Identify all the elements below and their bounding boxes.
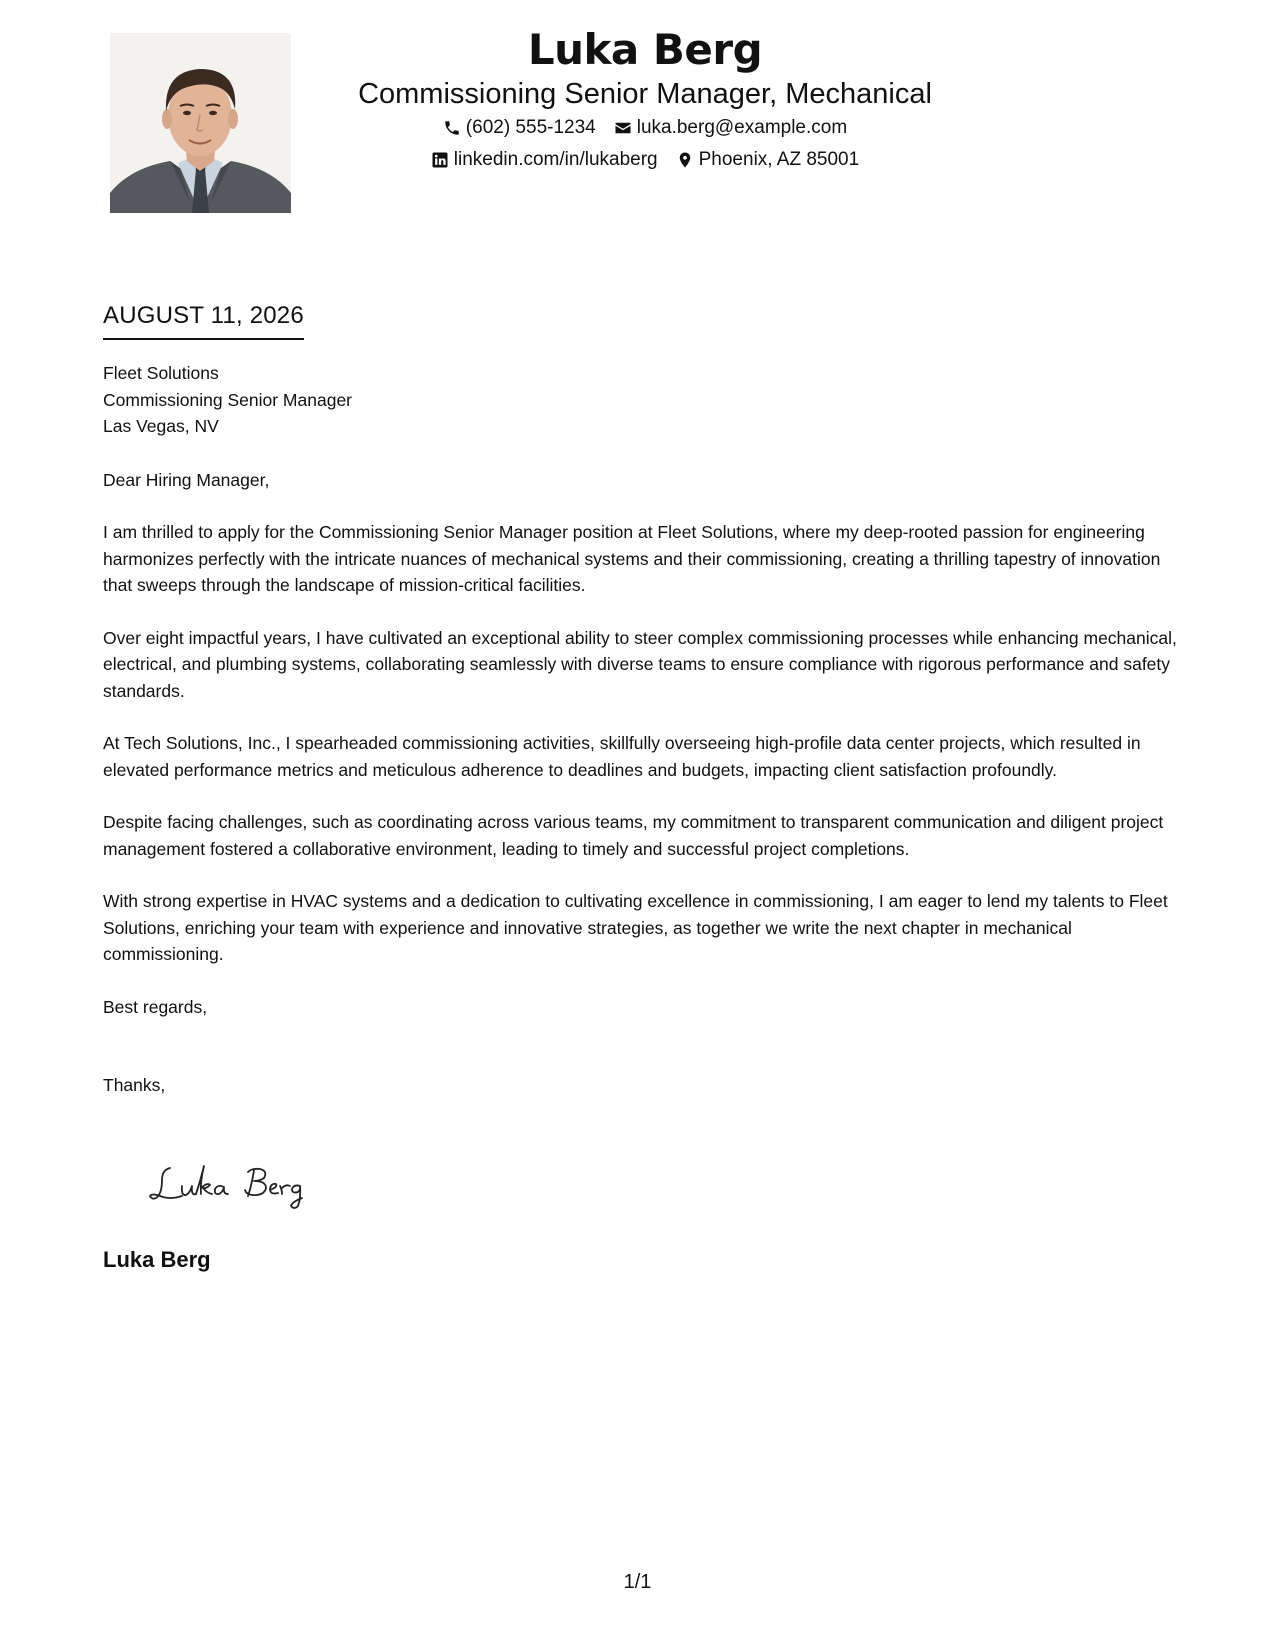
phone-icon bbox=[443, 119, 461, 137]
header bbox=[340, 24, 950, 176]
contact-line-1 bbox=[340, 112, 950, 144]
linkedin-text[interactable]: linkedin.com/in/lukaberg bbox=[453, 149, 658, 170]
email-contact[interactable] bbox=[614, 112, 847, 144]
page-number: 1/1 bbox=[623, 1571, 652, 1593]
recipient-block bbox=[103, 360, 1183, 440]
contact-line-2 bbox=[340, 144, 950, 176]
phone-text: (602) 555-1234 bbox=[465, 117, 596, 138]
paragraph: At Tech Solutions, Inc., I spearheaded commissioning activities, skillfully overseeing high-profile data center projects, which resulted in elevated performance metrics and meticulous adherence to deadlines and budgets, impacting client satisfaction profoundly. bbox=[103, 733, 1141, 780]
profile-photo bbox=[110, 33, 291, 213]
linkedin-icon bbox=[431, 151, 449, 169]
recipient-location: Las Vegas, NV bbox=[103, 416, 219, 436]
closing: Best regards, bbox=[103, 996, 208, 1017]
signer-name: Luka Berg bbox=[103, 1247, 211, 1272]
handwritten-signature bbox=[148, 1160, 338, 1210]
letter-body bbox=[103, 360, 1183, 1099]
map-pin-icon bbox=[676, 151, 694, 169]
email-text[interactable]: luka.berg@example.com bbox=[636, 117, 848, 138]
letter-date: AUGUST 11, 2026 bbox=[103, 300, 304, 340]
envelope-icon bbox=[614, 119, 632, 137]
paragraph: With strong expertise in HVAC systems and a dedication to cultivating excellence in commissioning, I am eager to lend my talents to Fleet Solutions, enriching your team with experience and innovative strategies, as together we write the next chapter in mechanical commissioning. bbox=[103, 891, 1168, 964]
recipient-position: Commissioning Senior Manager bbox=[103, 389, 352, 410]
salutation: Dear Hiring Manager, bbox=[103, 469, 270, 490]
location-text: Phoenix, AZ 85001 bbox=[698, 149, 860, 170]
phone-contact bbox=[443, 112, 596, 144]
paragraph: Over eight impactful years, I have cultivated an exceptional ability to steer complex commissioning processes while enhancing mechanical, electrical, and plumbing systems, collaborating seamlessly with diverse teams to ensure compliance with rigorous performance and safety standards. bbox=[103, 627, 1177, 701]
candidate-name: Luka Berg bbox=[527, 25, 763, 74]
candidate-title: Commissioning Senior Manager, Mechanical bbox=[358, 78, 932, 110]
recipient-company: Fleet Solutions bbox=[103, 363, 219, 383]
paragraph: I am thrilled to apply for the Commissioning Senior Manager position at Fleet Solutions, where my deep-rooted passion for engineering harmonizes perfectly with the intricate nuances of mechanical systems and their commissioning, creating a thrilling tapestry of innovation that sweeps through the landscape of mission-critical facilities. bbox=[103, 522, 1161, 595]
thanks: Thanks, bbox=[103, 1075, 166, 1095]
linkedin-contact[interactable] bbox=[431, 144, 658, 176]
location-contact bbox=[676, 144, 860, 176]
paragraph: Despite facing challenges, such as coordinating across various teams, my commitment to transparent communication and diligent project management fostered a collaborative environment, leading to timely and successful project completions. bbox=[103, 812, 1164, 859]
